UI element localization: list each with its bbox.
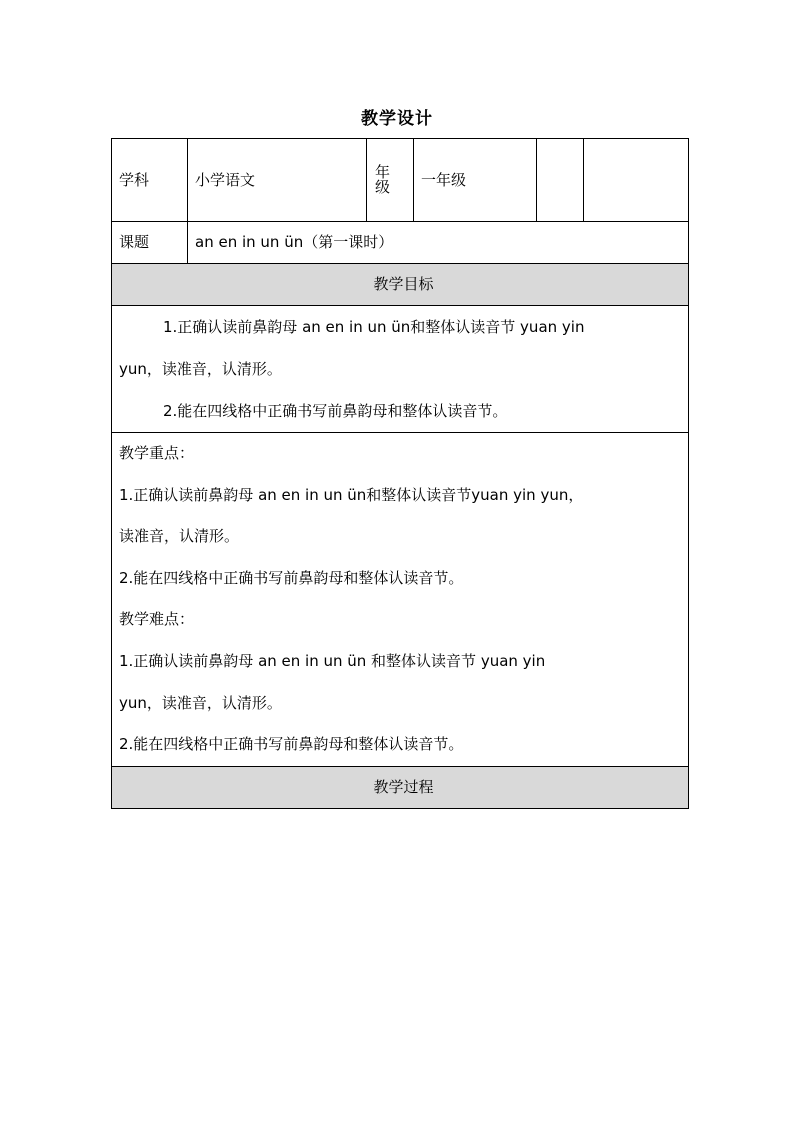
goals-header: 教学目标 [112, 264, 689, 306]
goals-row [112, 306, 689, 433]
focus-content [112, 433, 689, 767]
process-header: 教学过程 [112, 766, 689, 808]
focus-row [112, 433, 689, 767]
topic-label: 课题 [112, 222, 188, 264]
key-line-1: 1.正确认读前鼻韵母 an en in un ün和整体认读音节yuan yin yun， [119, 485, 584, 504]
key-line-2: 读准音，认清形。 [119, 527, 240, 546]
document-title: 教学设计 [361, 109, 433, 129]
difficulty-line-2: yun，读准音，认清形。 [119, 693, 282, 712]
difficulty-line-3: 2.能在四线格中正确书写前鼻韵母和整体认读音节。 [119, 735, 464, 754]
goal-line-3: 2.能在四线格中正确书写前鼻韵母和整体认读音节。 [163, 402, 508, 420]
lesson-plan-table [111, 138, 689, 809]
key-line-3: 2.能在四线格中正确书写前鼻韵母和整体认读音节。 [119, 568, 464, 587]
goal-line-2: yun，读准音，认清形。 [119, 360, 282, 378]
subject-value: 小学语文 [188, 139, 367, 222]
subject-row [112, 139, 689, 222]
difficulty-label: 教学难点： [119, 610, 195, 629]
goals-header-row [112, 264, 689, 306]
key-points-label: 教学重点： [119, 444, 195, 462]
grade-label-line1: 年 [375, 163, 391, 181]
grade-label-line2: 级 [375, 178, 391, 196]
topic-value: an en in un ün（第一课时） [188, 222, 689, 264]
goals-content [112, 306, 689, 433]
grade-value: 一年级 [414, 139, 537, 222]
subject-label: 学科 [112, 139, 188, 222]
goal-line-1: 1.正确认读前鼻韵母 an en in un ün和整体认读音节 yuan yin [163, 318, 585, 336]
empty-cell-1 [537, 139, 584, 222]
grade-label [367, 139, 414, 222]
topic-row [112, 222, 689, 264]
empty-cell-2 [584, 139, 689, 222]
process-header-row [112, 766, 689, 808]
difficulty-line-1: 1.正确认读前鼻韵母 an en in un ün 和整体认读音节 yuan yin [119, 651, 546, 670]
